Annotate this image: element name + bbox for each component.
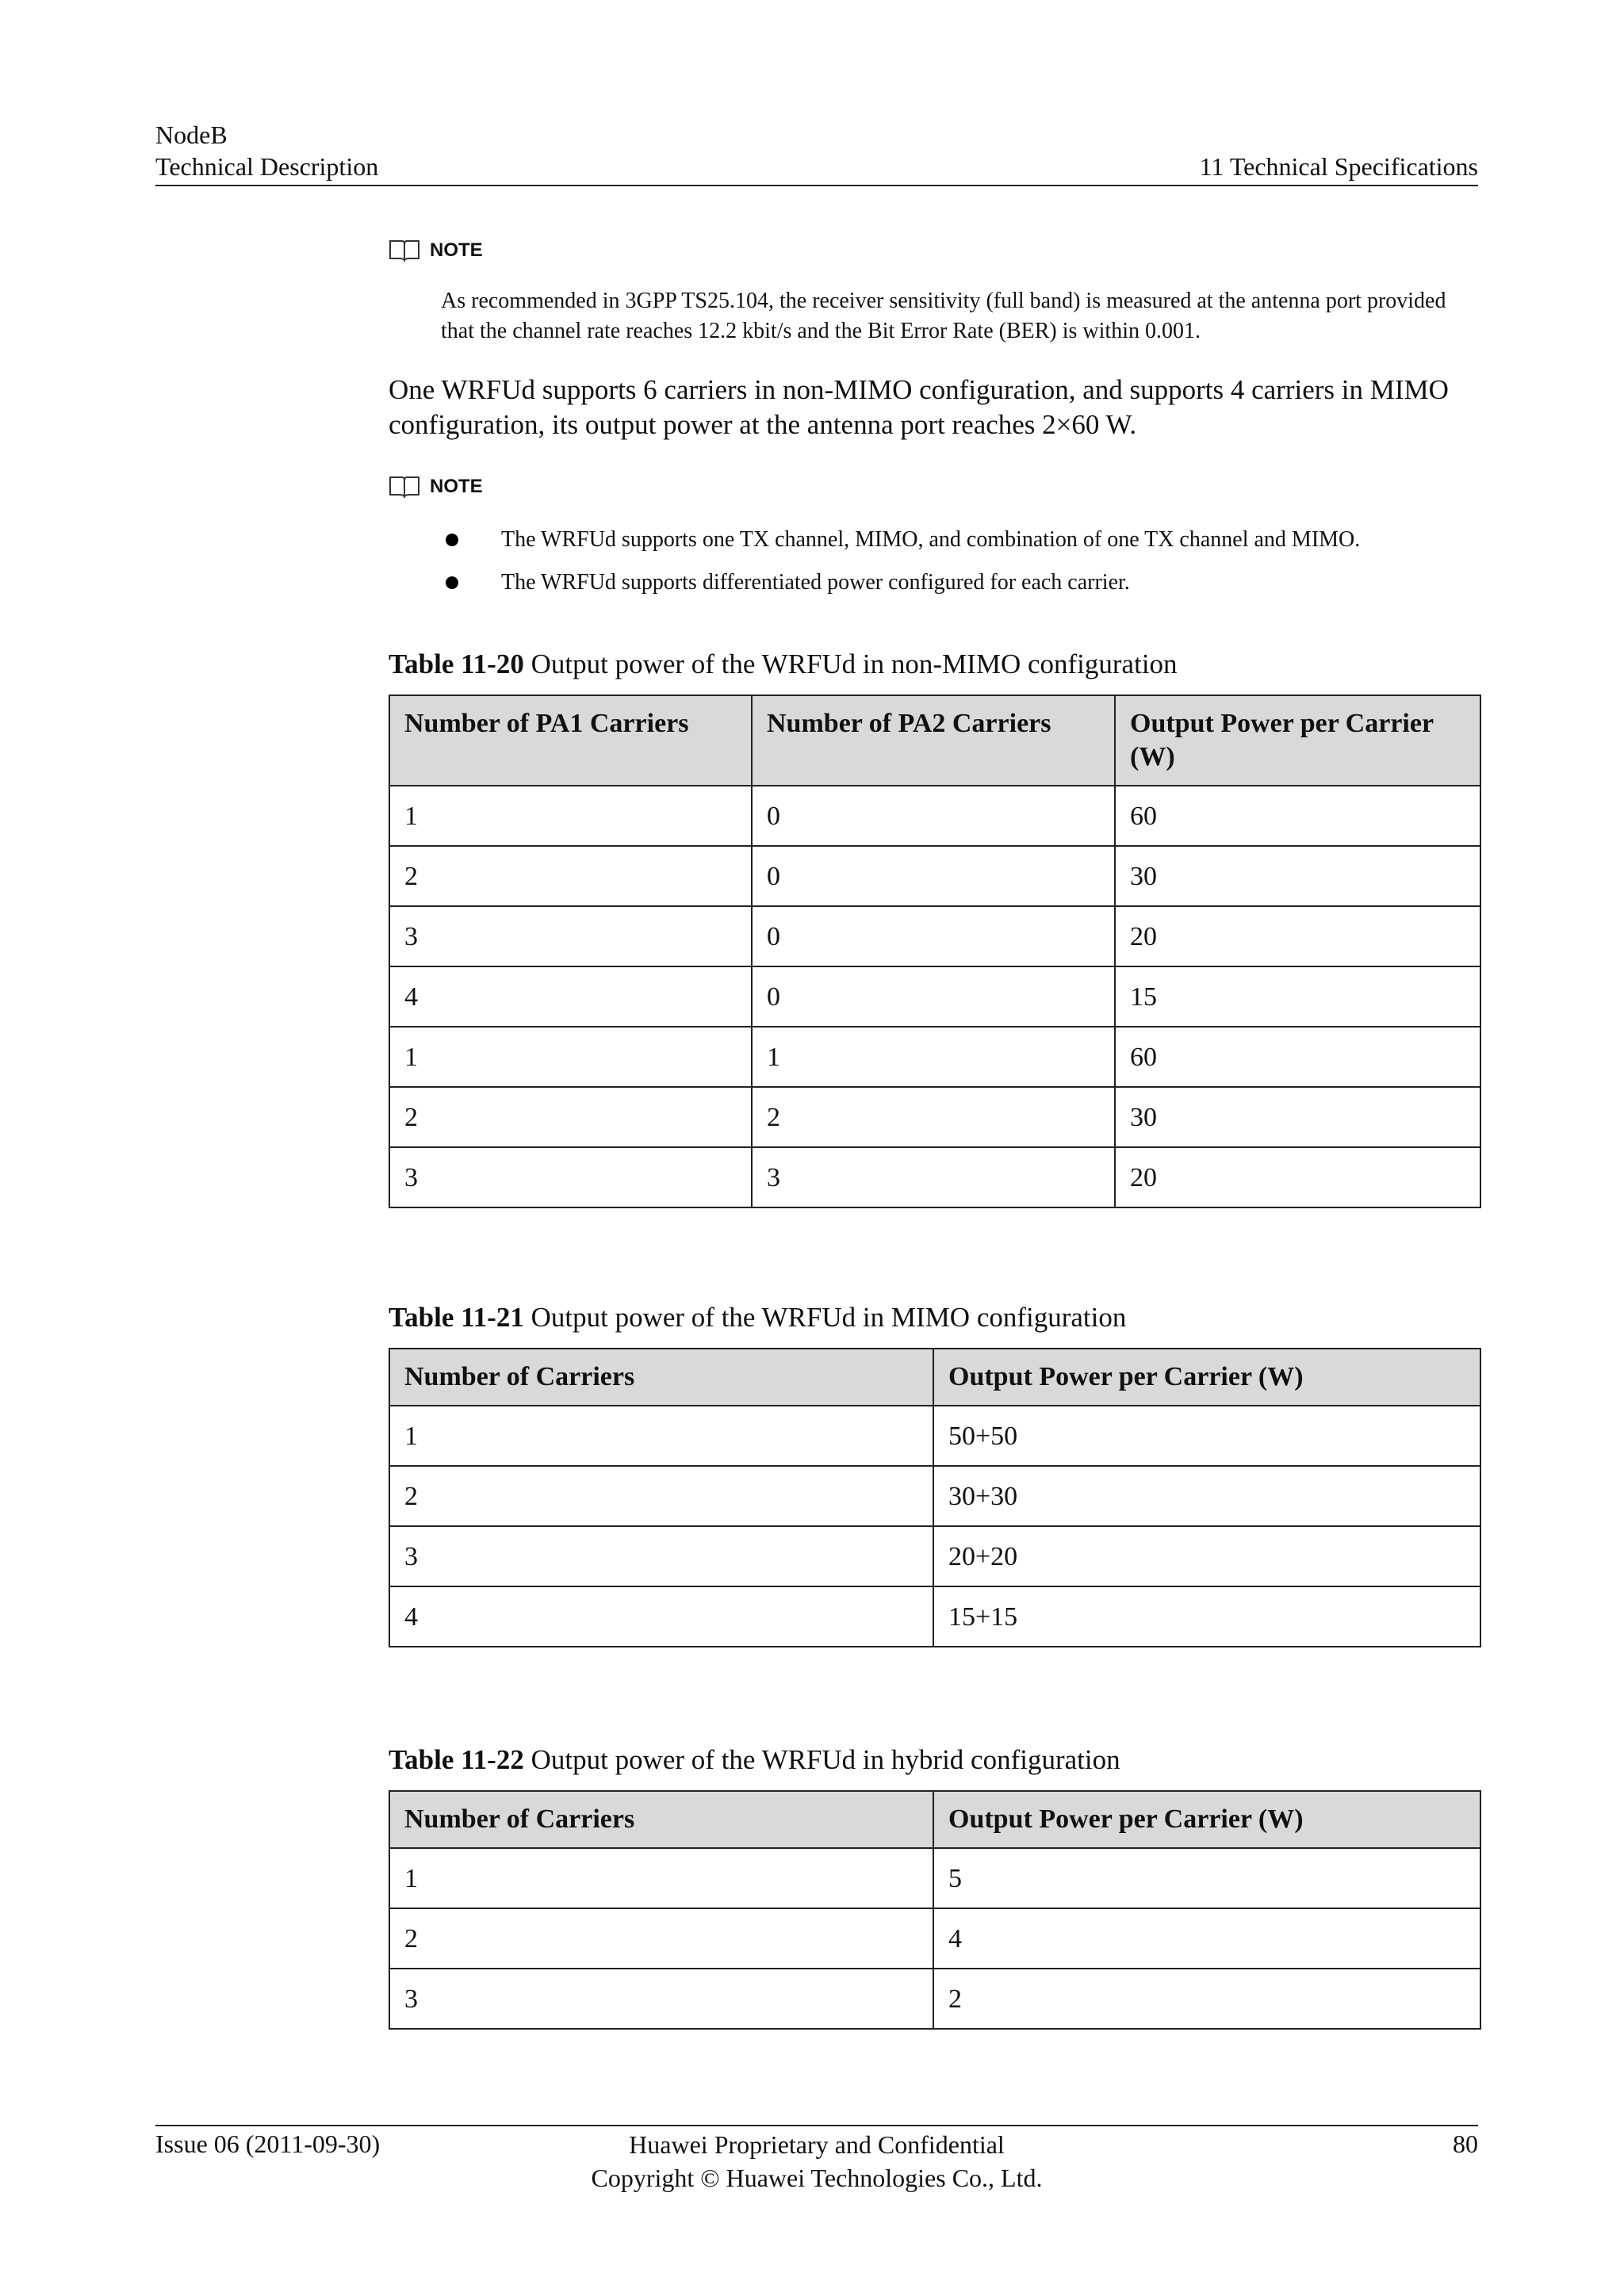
table-cell: 60 — [1115, 786, 1480, 846]
table-cell: 4 — [389, 1586, 933, 1647]
table-cell: 15+15 — [933, 1586, 1480, 1647]
table-row — [389, 846, 1480, 906]
table-row — [389, 1406, 1480, 1466]
note-label: NOTE — [430, 239, 483, 261]
table-cell: 3 — [389, 1147, 752, 1207]
table-cell: 20 — [1115, 1147, 1480, 1207]
header-product: NodeB — [155, 121, 228, 149]
bullet-icon — [446, 534, 458, 546]
table-cell: 1 — [752, 1027, 1115, 1087]
table-row — [389, 786, 1480, 846]
page-header — [155, 119, 378, 182]
footer-center — [492, 2128, 1142, 2195]
table-title: Output power of the WRFUd in MIMO configuration — [530, 1302, 1127, 1333]
table-11-20 — [389, 695, 1481, 1208]
table-row — [389, 1969, 1480, 2029]
note-heading — [389, 238, 483, 263]
table-cell: 3 — [752, 1147, 1115, 1207]
table-cell: 1 — [389, 786, 752, 846]
table-11-22 — [389, 1790, 1481, 2030]
column-header: Number of PA2 Carriers — [752, 695, 1115, 786]
table-cell: 1 — [389, 1848, 933, 1908]
table-cell: 2 — [752, 1087, 1115, 1147]
table-title: Output power of the WRFUd in hybrid configuration — [530, 1744, 1120, 1775]
bullet-icon — [446, 576, 458, 589]
table-row — [389, 1586, 1480, 1647]
table-cell: 30 — [1115, 846, 1480, 906]
table-row — [389, 1526, 1480, 1586]
table-cell: 2 — [933, 1969, 1480, 2029]
table-header-row — [389, 1349, 1480, 1406]
table-caption — [389, 1300, 1126, 1335]
table-number: Table 11-22 — [389, 1744, 524, 1775]
table-cell: 0 — [752, 786, 1115, 846]
table-11-21 — [389, 1348, 1481, 1647]
table-row — [389, 1027, 1480, 1087]
table-cell: 3 — [389, 1526, 933, 1586]
table-cell: 1 — [389, 1406, 933, 1466]
list-item: The WRFUd supports differentiated power configured for each carrier. — [441, 561, 1478, 604]
table-row — [389, 1087, 1480, 1147]
table-cell: 4 — [389, 966, 752, 1027]
column-header: Number of PA1 Carriers — [389, 695, 752, 786]
table-cell: 15 — [1115, 966, 1480, 1027]
table-row — [389, 906, 1480, 966]
column-header: Output Power per Carrier (W) — [933, 1791, 1480, 1848]
note-label: NOTE — [430, 476, 483, 497]
table-cell: 4 — [933, 1908, 1480, 1969]
table-cell: 20+20 — [933, 1526, 1480, 1586]
body-paragraph: One WRFUd supports 6 carriers in non-MIMO configuration, and supports 4 carriers in MIMO configuration, its output power at the antenna port reaches 2×60 W. — [389, 374, 1449, 440]
footer-copyright: Copyright © Huawei Technologies Co., Ltd. — [591, 2164, 1043, 2192]
page-number: 80 — [1453, 2130, 1478, 2158]
note-text: As recommended in 3GPP TS25.104, the receiver sensitivity (full band) is measured at the antenna port provided that the channel rate reaches 12.2 kbit/s and the Bit Error Rate (BER) is within 0.001. — [441, 289, 1446, 343]
table-caption — [389, 1743, 1120, 1777]
column-header: Number of Carriers — [389, 1791, 933, 1848]
table-cell: 2 — [389, 1087, 752, 1147]
book-icon — [389, 474, 420, 499]
table-number: Table 11-21 — [389, 1302, 524, 1333]
footer-rule — [155, 2125, 1478, 2126]
table-cell: 30+30 — [933, 1466, 1480, 1526]
table-cell: 3 — [389, 1969, 933, 2029]
book-icon — [389, 238, 420, 263]
table-row — [389, 1466, 1480, 1526]
table-cell: 60 — [1115, 1027, 1480, 1087]
footer-confidential: Huawei Proprietary and Confidential — [629, 2130, 1005, 2159]
table-title: Output power of the WRFUd in non-MIMO configuration — [530, 649, 1178, 679]
table-cell: 20 — [1115, 906, 1480, 966]
table-cell: 0 — [752, 966, 1115, 1027]
column-header: Output Power per Carrier (W) — [1115, 695, 1480, 786]
table-number: Table 11-20 — [389, 649, 524, 679]
column-header: Number of Carriers — [389, 1349, 933, 1406]
table-row — [389, 1908, 1480, 1969]
table-cell: 3 — [389, 906, 752, 966]
table-header-row — [389, 1791, 1480, 1848]
table-cell: 0 — [752, 846, 1115, 906]
note-bullet-list — [441, 519, 1478, 604]
header-rule — [155, 185, 1478, 186]
table-cell: 2 — [389, 846, 752, 906]
table-cell: 2 — [389, 1908, 933, 1969]
header-chapter: 11 Technical Specifications — [1199, 152, 1478, 181]
table-row — [389, 1848, 1480, 1908]
table-row — [389, 966, 1480, 1027]
table-cell: 0 — [752, 906, 1115, 966]
table-caption — [389, 647, 1178, 682]
table-header-row — [389, 695, 1480, 786]
table-cell: 5 — [933, 1848, 1480, 1908]
column-header: Output Power per Carrier (W) — [933, 1349, 1480, 1406]
header-doc-title: Technical Description — [155, 152, 379, 181]
table-cell: 2 — [389, 1466, 933, 1526]
footer-issue: Issue 06 (2011-09-30) — [155, 2130, 381, 2158]
list-item: The WRFUd supports one TX channel, MIMO, and combination of one TX channel and MIMO. — [441, 519, 1478, 561]
table-cell: 30 — [1115, 1087, 1480, 1147]
note-heading — [389, 474, 483, 499]
table-row — [389, 1147, 1480, 1207]
table-cell: 50+50 — [933, 1406, 1480, 1466]
table-cell: 1 — [389, 1027, 752, 1087]
